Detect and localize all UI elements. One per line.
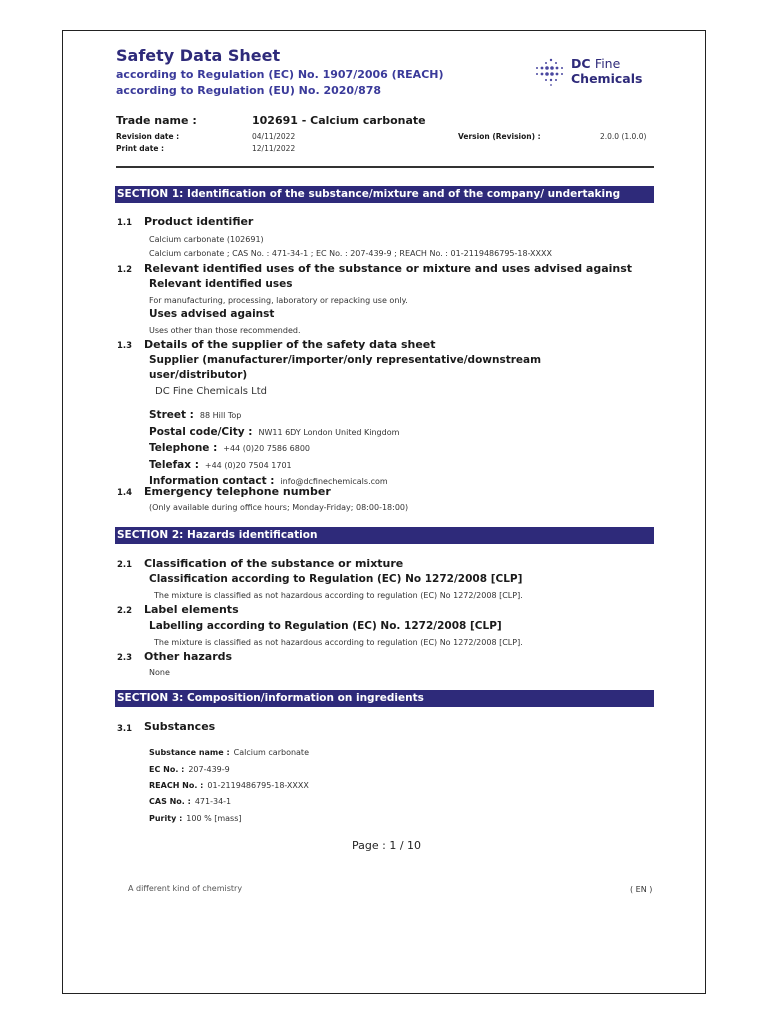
section-2-1-number: 2.1 [117, 560, 133, 570]
classification-heading: Classification of the substance or mixture [144, 557, 404, 570]
classification-text: The mixture is classified as not hazardous according to regulation (EC) No 1272/2008 [CLP]. [154, 591, 523, 600]
regulation-reach: according to Regulation (EC) No. 1907/2006 (REACH) [116, 68, 444, 81]
street-value: 88 Hill Top [199, 411, 242, 420]
footer-language: ( EN ) [630, 885, 653, 894]
uses-advised-against-text: Uses other than those recommended. [149, 326, 301, 335]
relevant-uses-subheading: Relevant identified uses [149, 278, 293, 290]
reach-number-value: 01-2119486795-18-XXXX [207, 781, 309, 790]
clp-labelling-subheading: Labelling according to Regulation (EC) No. 1272/2008 [CLP] [149, 620, 502, 632]
logo-text: DC Fine [571, 56, 621, 71]
regulation-eu: according to Regulation (EU) No. 2020/878 [116, 84, 382, 97]
version-label: Version (Revision) : [458, 132, 541, 141]
section-1-3-number: 1.3 [117, 341, 133, 351]
section-3-1-number: 3.1 [117, 724, 133, 734]
page-number: Page : 1 / 10 [352, 839, 422, 852]
reach-number-label: REACH No. : [149, 781, 204, 790]
product-identifier-heading: Product identifier [144, 215, 254, 228]
uses-advised-against-subheading: Uses advised against [149, 308, 275, 320]
relevant-uses-text: For manufacturing, processing, laboratory or repacking use only. [149, 296, 408, 305]
section-1-2-number: 1.2 [117, 265, 133, 275]
document-title: Safety Data Sheet [116, 46, 281, 65]
purity-row [149, 806, 242, 825]
section-2-header: SECTION 2: Hazards identification [115, 527, 654, 544]
postal-value: NW11 6DY London United Kingdom [258, 428, 400, 437]
emergency-phone-text: (Only available during office hours; Monday-Friday; 08:00-18:00) [149, 503, 409, 512]
clp-classification-subheading: Classification according to Regulation (EC) No 1272/2008 [CLP] [149, 573, 523, 585]
header-divider [116, 166, 654, 168]
label-elements-heading: Label elements [144, 603, 239, 616]
section-1-4-number: 1.4 [117, 488, 133, 498]
telephone-label: Telephone : [149, 442, 218, 454]
cas-number-label: CAS No. : [149, 797, 191, 806]
other-hazards-text: None [149, 668, 170, 677]
info-contact-value: info@dcfinechemicals.com [280, 477, 388, 486]
supplier-details-heading: Details of the supplier of the safety data sheet [144, 338, 436, 351]
trade-name-label: Trade name : [116, 114, 197, 127]
print-date-label: Print date : [116, 144, 165, 153]
footer-tagline: A different kind of chemistry [128, 884, 243, 893]
revision-date-value: 04/11/2022 [252, 132, 296, 141]
trade-name-value: 102691 - Calcium carbonate [252, 114, 426, 127]
product-identifiers-line: Calcium carbonate ; CAS No. : 471-34-1 ; EC No. : 207-439-9 ; REACH No. : 01-2119486795-18-XXXX [149, 249, 552, 258]
labelling-text: The mixture is classified as not hazardous according to regulation (EC) No 1272/2008 [CLP]. [154, 638, 523, 647]
logo-text-chemicals: Chemicals [571, 71, 643, 86]
telephone-value: +44 (0)20 7586 6800 [223, 444, 311, 453]
ec-number-label: EC No. : [149, 765, 185, 774]
telefax-label: Telefax : [149, 459, 199, 471]
section-2-3-number: 2.3 [117, 653, 133, 663]
supplier-subheading-line1: Supplier (manufacturer/importer/only representative/downstream [149, 354, 542, 366]
purity-label: Purity : [149, 814, 183, 823]
substance-name-label: Substance name : [149, 748, 230, 757]
street-label: Street : [149, 409, 194, 421]
telefax-value: +44 (0)20 7504 1701 [204, 461, 292, 470]
section-3-header: SECTION 3: Composition/information on ingredients [115, 690, 654, 707]
other-hazards-heading: Other hazards [144, 650, 233, 663]
postal-label: Postal code/City : [149, 426, 253, 438]
version-value: 2.0.0 (1.0.0) [600, 132, 647, 141]
section-1-header: SECTION 1: Identification of the substance/mixture and of the company/ undertaking [115, 186, 654, 203]
substance-name-value: Calcium carbonate [233, 748, 309, 757]
cas-number-value: 471-34-1 [194, 797, 232, 806]
supplier-subheading-line2: user/distributor) [149, 369, 248, 381]
section-1-1-number: 1.1 [117, 218, 133, 228]
section-2-2-number: 2.2 [117, 606, 133, 616]
logo-dots-icon [534, 57, 568, 87]
revision-date-label: Revision date : [116, 132, 180, 141]
identified-uses-heading: Relevant identified uses of the substance or mixture and uses advised against [144, 262, 633, 275]
company-name: DC Fine Chemicals Ltd [155, 386, 267, 397]
ec-number-value: 207-439-9 [188, 765, 230, 774]
info-contact-label: Information contact : [149, 475, 275, 487]
print-date-value: 12/11/2022 [252, 144, 296, 153]
substances-heading: Substances [144, 720, 216, 733]
purity-value: 100 % [mass] [186, 814, 242, 823]
product-name-line: Calcium carbonate (102691) [149, 235, 264, 244]
emergency-phone-heading: Emergency telephone number [144, 485, 331, 498]
